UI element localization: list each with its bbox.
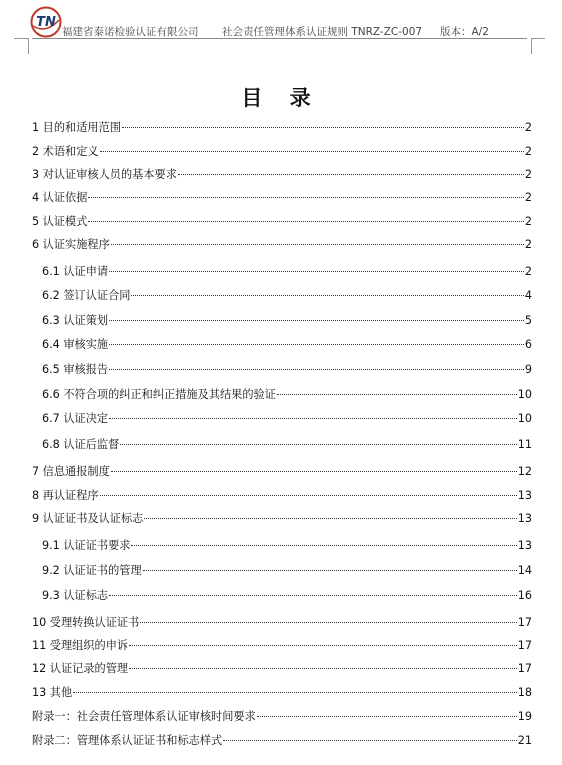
toc-entry-page: 14 [517, 564, 532, 577]
toc-entry[interactable] [32, 190, 532, 206]
toc-entry-page: 2 [524, 168, 532, 181]
toc-entry-page: 17 [517, 616, 532, 629]
toc-entry-page: 21 [517, 734, 532, 747]
toc-dot-leader [109, 271, 524, 272]
toc-entry-label: 1 目的和适用范围 [32, 121, 121, 134]
crop-mark-right [531, 38, 532, 54]
toc-entry-label: 6 认证实施程序 [32, 238, 110, 251]
toc-entry-label: 6.2 签订认证合同 [42, 289, 131, 302]
toc-entry-label: 5 认证模式 [32, 215, 88, 228]
toc-dot-leader [109, 344, 524, 345]
toc-entry-page: 2 [524, 238, 532, 251]
toc-dot-leader [109, 418, 517, 419]
toc-dot-leader [277, 394, 517, 395]
document-version: 版本：A/2 [440, 26, 489, 38]
toc-entry-page: 2 [524, 215, 532, 228]
toc-dot-leader [140, 622, 516, 623]
company-logo-icon [30, 6, 62, 38]
toc-entry-page: 2 [524, 121, 532, 134]
toc-dot-leader [120, 444, 516, 445]
toc-entry-page: 2 [524, 191, 532, 204]
toc-entry[interactable] [42, 288, 532, 304]
toc-entry-page: 19 [517, 710, 532, 723]
toc-entry-page: 6 [524, 338, 532, 351]
toc-entry[interactable] [32, 733, 532, 749]
toc-dot-leader [73, 692, 517, 693]
toc-entry-label: 9 认证证书及认证标志 [32, 512, 144, 525]
toc-entry[interactable] [32, 167, 532, 183]
toc-entry[interactable] [32, 120, 532, 136]
toc-dot-leader [111, 471, 517, 472]
toc-dot-leader [100, 495, 517, 496]
toc-entry-label: 10 受理转换认证证书 [32, 616, 140, 629]
toc-dot-leader [109, 595, 517, 596]
company-name: 福建省泰诺检验认证有限公司 [62, 26, 199, 38]
toc-entry[interactable] [42, 437, 532, 453]
svg-text:TN: TN [36, 15, 56, 30]
crop-mark-right-h [531, 38, 545, 39]
toc-entry-label: 3 对认证审核人员的基本要求 [32, 168, 177, 181]
toc-entry[interactable] [42, 313, 532, 329]
toc-entry[interactable] [42, 387, 532, 403]
toc-dot-leader [143, 570, 517, 571]
toc-entry-page: 12 [517, 465, 532, 478]
toc-dot-leader [100, 151, 524, 152]
toc-entry[interactable] [42, 411, 532, 427]
toc-entry[interactable] [42, 337, 532, 353]
toc-entry-page: 13 [517, 512, 532, 525]
toc-dot-leader [223, 740, 517, 741]
toc-entry-page: 10 [517, 412, 532, 425]
toc-entry[interactable] [42, 362, 532, 378]
toc-dot-leader [129, 668, 517, 669]
toc-entry[interactable] [42, 538, 532, 554]
toc-entry-label: 6.7 认证决定 [42, 412, 109, 425]
toc-dot-leader [88, 221, 523, 222]
toc-entry-label: 6.1 认证申请 [42, 265, 109, 278]
toc-dot-leader [257, 716, 517, 717]
toc-entry-label: 9.3 认证标志 [42, 589, 109, 602]
toc-entry[interactable] [32, 488, 532, 504]
toc-dot-leader [111, 244, 524, 245]
toc-entry-page: 2 [524, 265, 532, 278]
header-divider [32, 38, 527, 39]
toc-entry-label: 9.2 认证证书的管理 [42, 564, 142, 577]
toc-entry-label: 6.5 审核报告 [42, 363, 109, 376]
toc-dot-leader [178, 174, 524, 175]
toc-entry-page: 18 [517, 686, 532, 699]
toc-entry-label: 13 其他 [32, 686, 73, 699]
toc-entry-label: 附录一：社会责任管理体系认证审核时间要求 [32, 710, 256, 723]
toc-entry[interactable] [32, 237, 532, 253]
toc-entry-page: 13 [517, 539, 532, 552]
toc-entry[interactable] [42, 563, 532, 579]
crop-mark-left-h [14, 38, 28, 39]
toc-dot-leader [131, 545, 516, 546]
toc-title: 目 录 [241, 85, 321, 110]
toc-entry[interactable] [32, 511, 532, 527]
toc-entry-label: 4 认证依据 [32, 191, 88, 204]
toc-dot-leader [109, 320, 524, 321]
toc-entry-label: 6.6 不符合项的纠正和纠正措施及其结果的验证 [42, 388, 276, 401]
toc-entry-page: 17 [517, 662, 532, 675]
toc-entry-label: 附录二：管理体系认证证书和标志样式 [32, 734, 223, 747]
toc-dot-leader [131, 295, 523, 296]
toc-entry[interactable] [42, 264, 532, 280]
toc-entry-label: 12 认证记录的管理 [32, 662, 129, 675]
toc-entry-page: 17 [517, 639, 532, 652]
toc-entry-page: 16 [517, 589, 532, 602]
toc-entry-label: 6.3 认证策划 [42, 314, 109, 327]
toc-entry-page: 9 [524, 363, 532, 376]
toc-entry-label: 9.1 认证证书要求 [42, 539, 131, 552]
toc-entry[interactable] [32, 615, 532, 631]
toc-dot-leader [109, 369, 524, 370]
crop-mark-left [28, 38, 29, 54]
toc-entry[interactable] [32, 464, 532, 480]
toc-dot-leader [88, 197, 523, 198]
page-header [28, 6, 540, 42]
toc-entry-page: 11 [517, 438, 532, 451]
toc-entry[interactable] [32, 638, 532, 654]
toc-entry[interactable] [32, 144, 532, 160]
toc-entry-label: 8 再认证程序 [32, 489, 99, 502]
document-name: 社会责任管理体系认证规则 TNRZ-ZC-007 [222, 26, 423, 38]
toc-entry-page: 10 [517, 388, 532, 401]
toc-entry[interactable] [42, 588, 532, 604]
toc-entry-page: 2 [524, 145, 532, 158]
toc-entry[interactable] [32, 214, 532, 230]
toc-entry-page: 13 [517, 489, 532, 502]
toc-entry-label: 7 信息通报制度 [32, 465, 110, 478]
toc-entry-label: 6.4 审核实施 [42, 338, 109, 351]
toc-entry[interactable] [32, 685, 532, 701]
toc-dot-leader [129, 645, 517, 646]
toc-entry[interactable] [32, 709, 532, 725]
toc-dot-leader [144, 518, 516, 519]
toc-entry[interactable] [32, 661, 532, 677]
toc-entry-label: 6.8 认证后监督 [42, 438, 120, 451]
toc-entry-page: 5 [524, 314, 532, 327]
toc-entry-label: 2 术语和定义 [32, 145, 99, 158]
toc-dot-leader [122, 127, 524, 128]
toc-entry-label: 11 受理组织的申诉 [32, 639, 129, 652]
toc-entry-page: 4 [524, 289, 532, 302]
